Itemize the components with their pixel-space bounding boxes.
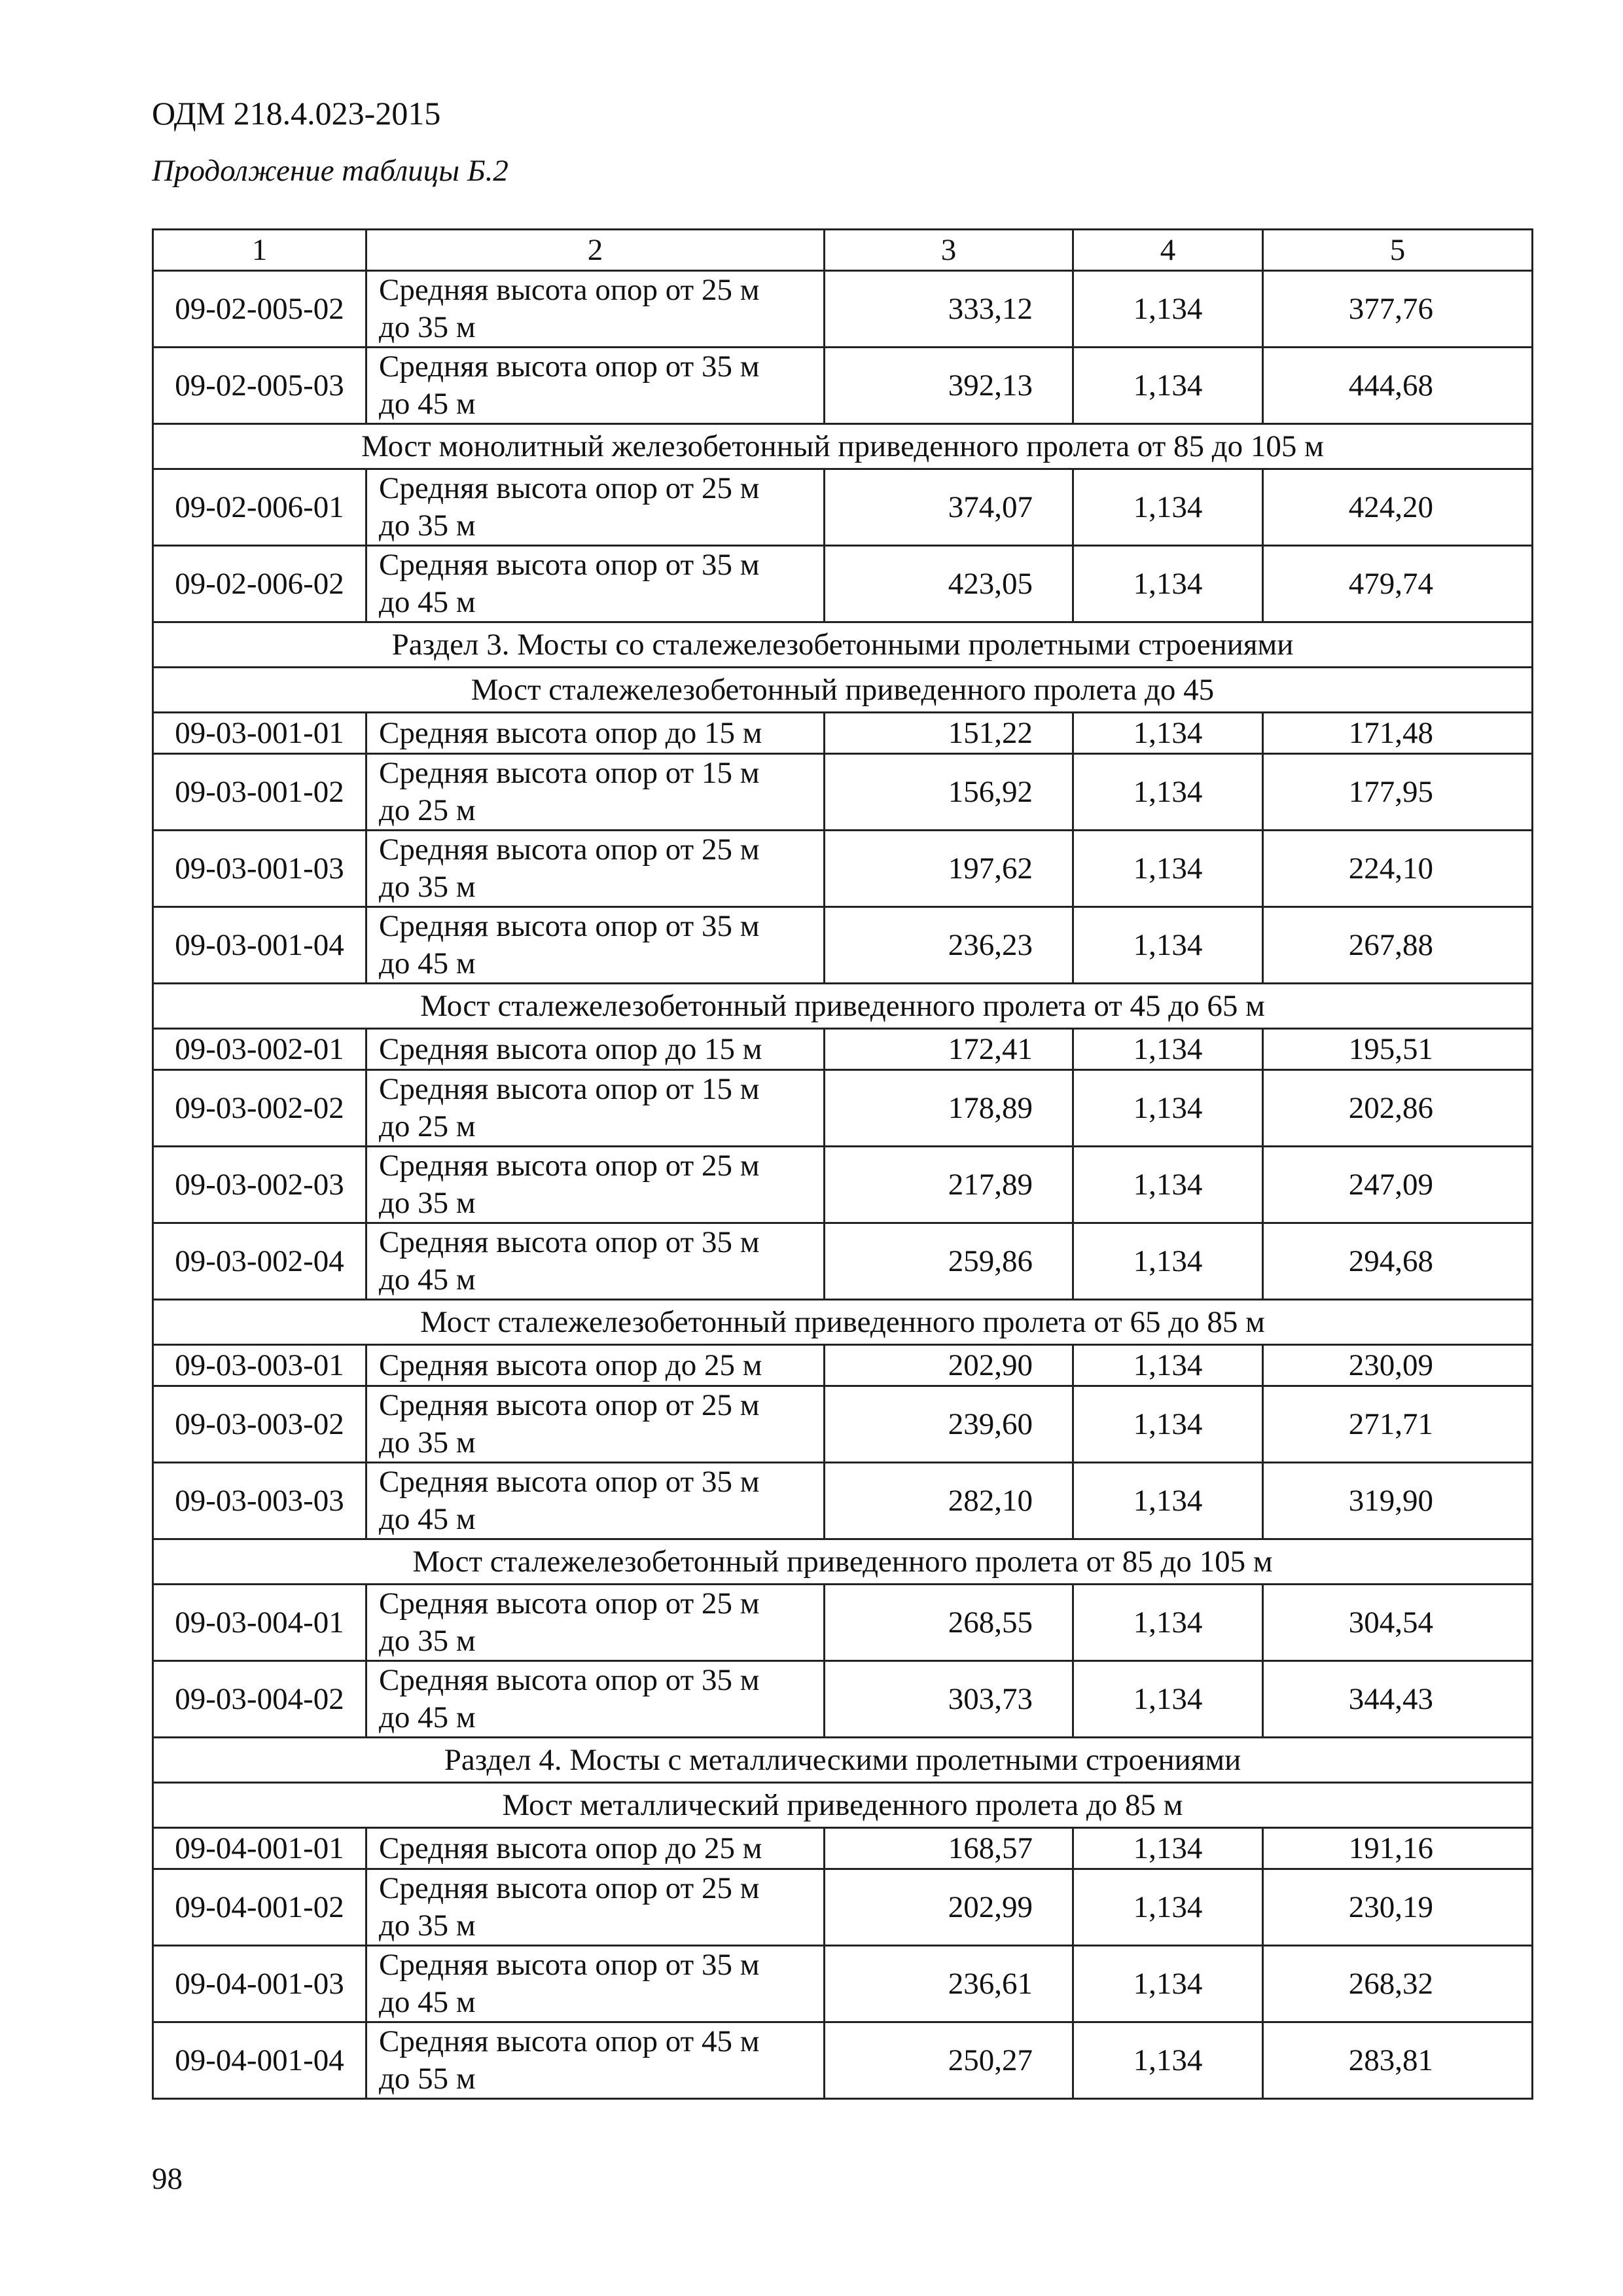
value-col3-cell: 202,90 bbox=[825, 1345, 1073, 1386]
name-cell bbox=[366, 1070, 825, 1147]
code-cell: 09-04-001-01 bbox=[153, 1828, 366, 1869]
name-line: до 35 м bbox=[379, 1909, 476, 1943]
value-col4-cell: 1,134 bbox=[1073, 348, 1263, 424]
code-cell: 09-03-003-02 bbox=[153, 1386, 366, 1463]
code-cell: 09-02-006-02 bbox=[153, 546, 366, 622]
name-cell bbox=[366, 1828, 825, 1869]
value-col4-cell: 1,134 bbox=[1073, 1661, 1263, 1738]
code-cell: 09-03-004-02 bbox=[153, 1661, 366, 1738]
name-line: Средняя высота опор до 25 м bbox=[379, 1348, 762, 1382]
code-cell: 09-03-003-03 bbox=[153, 1463, 366, 1539]
section-title: Раздел 4. Мосты с металлическими пролетными строениями bbox=[153, 1738, 1533, 1783]
value-col5-cell: 479,74 bbox=[1263, 546, 1533, 622]
value-col4-cell: 1,134 bbox=[1073, 1463, 1263, 1539]
code-cell: 09-04-001-04 bbox=[153, 2022, 366, 2099]
name-line: Средняя высота опор от 25 м bbox=[379, 1388, 760, 1422]
table-row bbox=[153, 1661, 1533, 1738]
table-caption: Продолжение таблицы Б.2 bbox=[152, 154, 508, 188]
code-cell: 09-03-002-03 bbox=[153, 1147, 366, 1223]
section-header-row bbox=[153, 622, 1533, 668]
value-col4-cell: 1,134 bbox=[1073, 1029, 1263, 1070]
name-line: Средняя высота опор от 45 м bbox=[379, 2024, 760, 2058]
table-row bbox=[153, 1828, 1533, 1869]
name-line: Средняя высота опор от 15 м bbox=[379, 756, 760, 790]
value-col3-cell: 172,41 bbox=[825, 1029, 1073, 1070]
name-cell bbox=[366, 1223, 825, 1300]
value-col3-cell: 168,57 bbox=[825, 1828, 1073, 1869]
value-col5-cell: 304,54 bbox=[1263, 1585, 1533, 1661]
name-cell bbox=[366, 271, 825, 348]
name-line: Средняя высота опор от 35 м bbox=[379, 350, 760, 384]
name-line: до 35 м bbox=[379, 870, 476, 904]
header-cell-2: 2 bbox=[366, 230, 825, 271]
name-cell bbox=[366, 2022, 825, 2099]
value-col4-cell: 1,134 bbox=[1073, 907, 1263, 984]
value-col3-cell: 156,92 bbox=[825, 754, 1073, 831]
code-cell: 09-03-001-03 bbox=[153, 831, 366, 907]
name-line: Средняя высота опор от 25 м bbox=[379, 1871, 760, 1905]
table-row bbox=[153, 2022, 1533, 2099]
value-col4-cell: 1,134 bbox=[1073, 271, 1263, 348]
section-title: Раздел 3. Мосты со сталежелезобетонными пролетными строениями bbox=[153, 622, 1533, 668]
section-header-row bbox=[153, 1738, 1533, 1783]
name-line: Средняя высота опор от 35 м bbox=[379, 1948, 760, 1982]
name-line: Средняя высота опор от 25 м bbox=[379, 1587, 760, 1621]
value-col3-cell: 236,61 bbox=[825, 1946, 1073, 2022]
value-col5-cell: 377,76 bbox=[1263, 271, 1533, 348]
header-cell-5: 5 bbox=[1263, 230, 1533, 271]
code-cell: 09-02-006-01 bbox=[153, 469, 366, 546]
section-header-row bbox=[153, 1783, 1533, 1828]
table-row bbox=[153, 469, 1533, 546]
value-col5-cell: 171,48 bbox=[1263, 713, 1533, 754]
name-line: Средняя высота опор от 25 м bbox=[379, 273, 760, 307]
value-col3-cell: 178,89 bbox=[825, 1070, 1073, 1147]
table-row bbox=[153, 1946, 1533, 2022]
name-cell bbox=[366, 546, 825, 622]
value-col5-cell: 283,81 bbox=[1263, 2022, 1533, 2099]
value-col4-cell: 1,134 bbox=[1073, 831, 1263, 907]
code-cell: 09-03-001-04 bbox=[153, 907, 366, 984]
code-cell: 09-03-004-01 bbox=[153, 1585, 366, 1661]
value-col3-cell: 374,07 bbox=[825, 469, 1073, 546]
value-col4-cell: 1,134 bbox=[1073, 1070, 1263, 1147]
table-row bbox=[153, 1029, 1533, 1070]
name-line: до 45 м bbox=[379, 585, 476, 619]
section-title: Мост сталежелезобетонный приведенного пролета от 65 до 85 м bbox=[153, 1300, 1533, 1345]
name-line: Средняя высота опор от 35 м bbox=[379, 1663, 760, 1697]
name-cell bbox=[366, 713, 825, 754]
document-code: ОДМ 218.4.023-2015 bbox=[152, 95, 441, 132]
code-cell: 09-03-002-04 bbox=[153, 1223, 366, 1300]
value-col4-cell: 1,134 bbox=[1073, 713, 1263, 754]
name-line: до 45 м bbox=[379, 1985, 476, 2019]
table-row bbox=[153, 1585, 1533, 1661]
name-cell bbox=[366, 348, 825, 424]
name-cell bbox=[366, 831, 825, 907]
rates-table bbox=[152, 228, 1533, 2100]
page-number: 98 bbox=[152, 2162, 183, 2196]
value-col3-cell: 217,89 bbox=[825, 1147, 1073, 1223]
name-line: Средняя высота опор от 15 м bbox=[379, 1072, 760, 1106]
name-line: до 25 м bbox=[379, 793, 476, 827]
name-line: Средняя высота опор от 25 м bbox=[379, 1149, 760, 1183]
name-cell bbox=[366, 1585, 825, 1661]
table-row bbox=[153, 348, 1533, 424]
name-line: до 35 м bbox=[379, 310, 476, 344]
table-row bbox=[153, 1223, 1533, 1300]
value-col3-cell: 197,62 bbox=[825, 831, 1073, 907]
name-cell bbox=[366, 1386, 825, 1463]
name-line: Средняя высота опор от 35 м bbox=[379, 548, 760, 582]
value-col4-cell: 1,134 bbox=[1073, 469, 1263, 546]
name-cell bbox=[366, 1147, 825, 1223]
name-cell bbox=[366, 754, 825, 831]
table-row bbox=[153, 1463, 1533, 1539]
table-body bbox=[153, 230, 1533, 2099]
section-title: Мост металлический приведенного пролета до 85 м bbox=[153, 1783, 1533, 1828]
value-col5-cell: 271,71 bbox=[1263, 1386, 1533, 1463]
code-cell: 09-03-002-02 bbox=[153, 1070, 366, 1147]
name-line: до 25 м bbox=[379, 1109, 476, 1143]
value-col4-cell: 1,134 bbox=[1073, 754, 1263, 831]
name-cell bbox=[366, 1345, 825, 1386]
header-cell-1: 1 bbox=[153, 230, 366, 271]
name-line: Средняя высота опор от 35 м bbox=[379, 1465, 760, 1499]
name-line: до 35 м bbox=[379, 1624, 476, 1658]
name-line: Средняя высота опор от 35 м bbox=[379, 1225, 760, 1259]
value-col4-cell: 1,134 bbox=[1073, 1386, 1263, 1463]
table-row bbox=[153, 546, 1533, 622]
name-cell bbox=[366, 1463, 825, 1539]
name-line: Средняя высота опор от 35 м bbox=[379, 909, 760, 943]
value-col4-cell: 1,134 bbox=[1073, 1946, 1263, 2022]
name-cell bbox=[366, 907, 825, 984]
value-col3-cell: 303,73 bbox=[825, 1661, 1073, 1738]
section-header-row bbox=[153, 984, 1533, 1029]
table-row bbox=[153, 271, 1533, 348]
value-col3-cell: 239,60 bbox=[825, 1386, 1073, 1463]
name-line: до 45 м bbox=[379, 387, 476, 421]
value-col3-cell: 333,12 bbox=[825, 271, 1073, 348]
table-row bbox=[153, 754, 1533, 831]
value-col4-cell: 1,134 bbox=[1073, 1869, 1263, 1946]
section-title: Мост сталежелезобетонный приведенного пролета от 45 до 65 м bbox=[153, 984, 1533, 1029]
code-cell: 09-02-005-03 bbox=[153, 348, 366, 424]
value-col5-cell: 267,88 bbox=[1263, 907, 1533, 984]
table-row bbox=[153, 1147, 1533, 1223]
name-line: Средняя высота опор от 25 м bbox=[379, 471, 760, 505]
value-col5-cell: 202,86 bbox=[1263, 1070, 1533, 1147]
section-title: Мост сталежелезобетонный приведенного пролета от 85 до 105 м bbox=[153, 1539, 1533, 1585]
name-line: до 45 м bbox=[379, 1263, 476, 1297]
name-cell bbox=[366, 1029, 825, 1070]
section-header-row bbox=[153, 1300, 1533, 1345]
value-col3-cell: 236,23 bbox=[825, 907, 1073, 984]
code-cell: 09-03-002-01 bbox=[153, 1029, 366, 1070]
table-row bbox=[153, 907, 1533, 984]
value-col5-cell: 344,43 bbox=[1263, 1661, 1533, 1738]
name-cell bbox=[366, 1946, 825, 2022]
value-col5-cell: 191,16 bbox=[1263, 1828, 1533, 1869]
value-col3-cell: 259,86 bbox=[825, 1223, 1073, 1300]
name-line: Средняя высота опор до 15 м bbox=[379, 1031, 762, 1066]
value-col3-cell: 250,27 bbox=[825, 2022, 1073, 2099]
value-col3-cell: 268,55 bbox=[825, 1585, 1073, 1661]
header-row bbox=[153, 230, 1533, 271]
value-col3-cell: 392,13 bbox=[825, 348, 1073, 424]
value-col5-cell: 230,19 bbox=[1263, 1869, 1533, 1946]
value-col5-cell: 195,51 bbox=[1263, 1029, 1533, 1070]
value-col4-cell: 1,134 bbox=[1073, 1828, 1263, 1869]
value-col5-cell: 230,09 bbox=[1263, 1345, 1533, 1386]
code-cell: 09-04-001-03 bbox=[153, 1946, 366, 2022]
table-row bbox=[153, 1386, 1533, 1463]
code-cell: 09-03-001-02 bbox=[153, 754, 366, 831]
value-col5-cell: 319,90 bbox=[1263, 1463, 1533, 1539]
name-line: до 45 м bbox=[379, 946, 476, 980]
name-line: Средняя высота опор до 15 м bbox=[379, 715, 762, 750]
value-col4-cell: 1,134 bbox=[1073, 1585, 1263, 1661]
name-line: до 55 м bbox=[379, 2062, 476, 2096]
name-line: до 35 м bbox=[379, 1186, 476, 1220]
value-col4-cell: 1,134 bbox=[1073, 2022, 1263, 2099]
name-cell bbox=[366, 469, 825, 546]
section-title: Мост сталежелезобетонный приведенного пролета до 45 bbox=[153, 668, 1533, 713]
value-col5-cell: 424,20 bbox=[1263, 469, 1533, 546]
value-col3-cell: 282,10 bbox=[825, 1463, 1073, 1539]
name-line: до 35 м bbox=[379, 509, 476, 543]
name-line: Средняя высота опор от 25 м bbox=[379, 833, 760, 867]
code-cell: 09-03-001-01 bbox=[153, 713, 366, 754]
name-line: до 45 м bbox=[379, 1502, 476, 1536]
name-line: до 35 м bbox=[379, 1426, 476, 1460]
name-cell bbox=[366, 1869, 825, 1946]
value-col5-cell: 444,68 bbox=[1263, 348, 1533, 424]
table-row bbox=[153, 1070, 1533, 1147]
value-col4-cell: 1,134 bbox=[1073, 1223, 1263, 1300]
value-col5-cell: 294,68 bbox=[1263, 1223, 1533, 1300]
table-row bbox=[153, 1869, 1533, 1946]
value-col5-cell: 224,10 bbox=[1263, 831, 1533, 907]
name-line: Средняя высота опор до 25 м bbox=[379, 1831, 762, 1865]
code-cell: 09-03-003-01 bbox=[153, 1345, 366, 1386]
section-header-row bbox=[153, 668, 1533, 713]
value-col4-cell: 1,134 bbox=[1073, 546, 1263, 622]
value-col5-cell: 268,32 bbox=[1263, 1946, 1533, 2022]
value-col4-cell: 1,134 bbox=[1073, 1147, 1263, 1223]
header-cell-3: 3 bbox=[825, 230, 1073, 271]
code-cell: 09-02-005-02 bbox=[153, 271, 366, 348]
code-cell: 09-04-001-02 bbox=[153, 1869, 366, 1946]
name-line: до 45 м bbox=[379, 1700, 476, 1734]
name-cell bbox=[366, 1661, 825, 1738]
table-row bbox=[153, 713, 1533, 754]
section-header-row bbox=[153, 1539, 1533, 1585]
value-col3-cell: 423,05 bbox=[825, 546, 1073, 622]
value-col3-cell: 202,99 bbox=[825, 1869, 1073, 1946]
value-col5-cell: 247,09 bbox=[1263, 1147, 1533, 1223]
value-col4-cell: 1,134 bbox=[1073, 1345, 1263, 1386]
table-row bbox=[153, 831, 1533, 907]
value-col3-cell: 151,22 bbox=[825, 713, 1073, 754]
header-cell-4: 4 bbox=[1073, 230, 1263, 271]
section-title: Мост монолитный железобетонный приведенного пролета от 85 до 105 м bbox=[153, 424, 1533, 469]
value-col5-cell: 177,95 bbox=[1263, 754, 1533, 831]
table-row bbox=[153, 1345, 1533, 1386]
section-header-row bbox=[153, 424, 1533, 469]
